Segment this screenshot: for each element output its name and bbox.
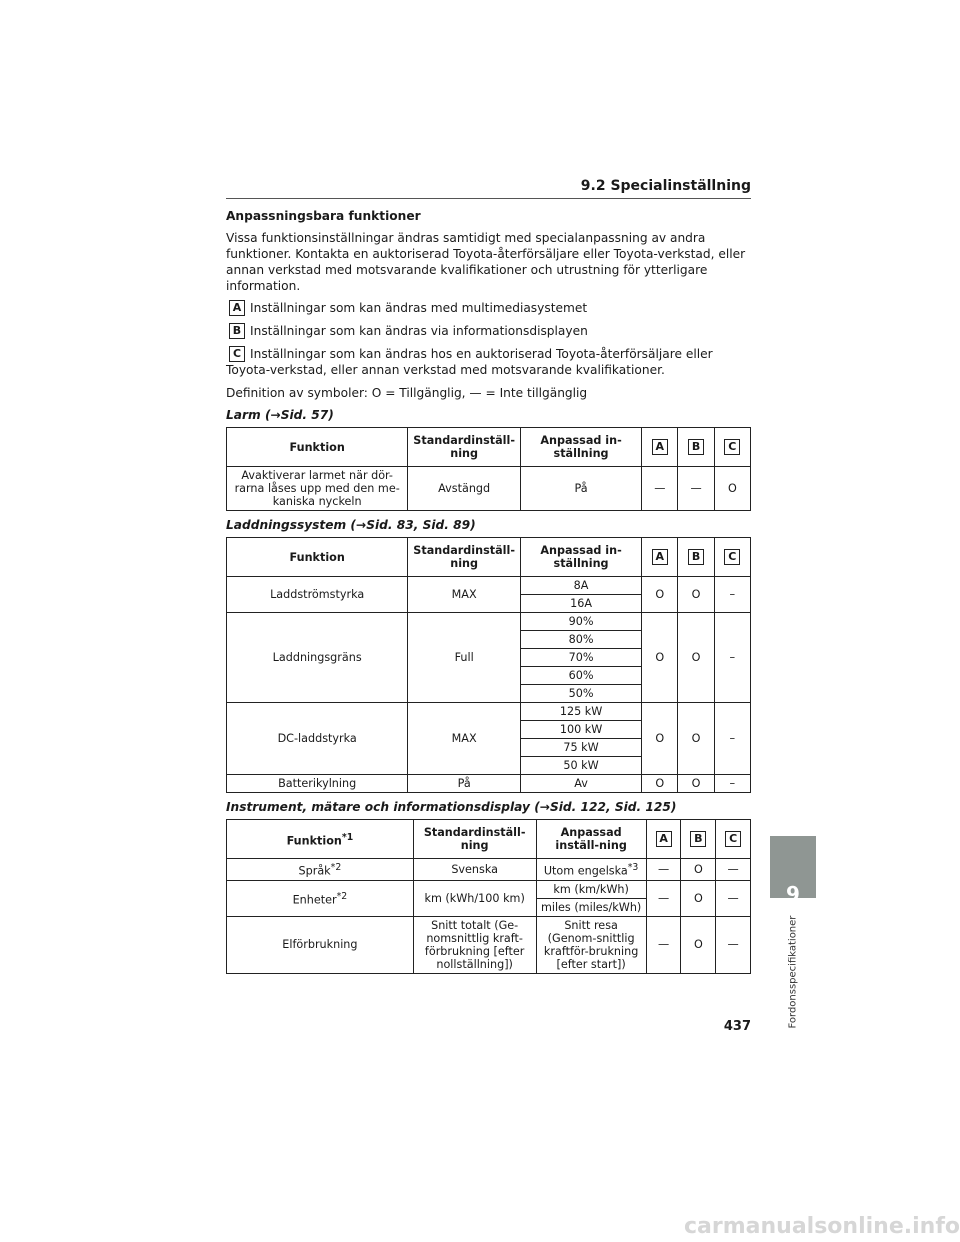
cell-a: — — [642, 467, 678, 511]
cell-a: O — [642, 703, 678, 775]
cell-b: O — [681, 859, 716, 881]
chapter-number: 9 — [786, 882, 800, 906]
cell-option: km (km/kWh) — [536, 880, 646, 898]
table-row — [227, 703, 751, 721]
cell-b: O — [681, 916, 716, 973]
box-c-icon: C — [229, 346, 245, 362]
chapter-label — [786, 915, 800, 1030]
legend-item-a — [226, 300, 751, 316]
cell-c: – — [714, 775, 750, 793]
cell-standard: MAX — [408, 703, 521, 775]
cell-c: — — [716, 880, 751, 916]
box-c-icon: C — [724, 549, 740, 565]
cell-funktion: DC-laddstyrka — [227, 703, 408, 775]
legend-text-a: Inställningar som kan ändras med multimediasystemet — [250, 301, 588, 315]
cell-option: 80% — [520, 631, 641, 649]
cell-anpassad: På — [520, 467, 641, 511]
cell-funktion: Laddströmstyrka — [227, 577, 408, 613]
cell-standard: Avstängd — [408, 467, 521, 511]
legend-text-b: Inställningar som kan ändras via informationsdisplayen — [250, 324, 588, 338]
legend-item-c — [226, 346, 751, 378]
legend-item-b — [226, 323, 751, 339]
cell-option: 75 kW — [520, 739, 641, 757]
larm-table — [226, 427, 751, 511]
footnote-marker: *2 — [336, 890, 348, 902]
box-c-icon: C — [725, 831, 741, 847]
cell-funktion: Batterikylning — [227, 775, 408, 793]
chapter-label-text: Fordonsspecifikationer — [787, 915, 799, 1029]
table-row — [227, 613, 751, 631]
cell-a: — — [646, 859, 681, 881]
cell-funktion-label: Enheter — [292, 893, 337, 907]
col-b — [678, 538, 714, 577]
instrument-table-title: Instrument, mätare och informationsdisplay (→Sid. 122, Sid. 125) — [226, 800, 677, 814]
cell-funktion: Avaktiverar larmet när dör-rarna låses upp med den me-kaniska nyckeln — [227, 467, 408, 511]
cell-anpassad-label: Utom engelska — [543, 864, 628, 878]
cell-anpassad: Snitt resa (Genom-snittlig kraftför-brukning [efter start]) — [536, 916, 646, 973]
table-row — [227, 880, 751, 898]
larm-table-title: Larm (→Sid. 57) — [226, 408, 334, 422]
table-row — [227, 916, 751, 973]
footnote-marker: *2 — [330, 862, 342, 873]
cell-c: — — [716, 916, 751, 973]
cell-option: 50 kW — [520, 757, 641, 775]
col-b — [678, 428, 714, 467]
intro-paragraph: Vissa funktionsinställningar ändras samtidigt med specialanpassning av andra funktioner. Kontakta en auktoriserad Toyota-återförsäljare eller Toyota-verkstad, eller annan verkstad med motsvarande kvalifikationer och utrustning för ytterligare information. — [226, 231, 746, 293]
cell-funktion — [227, 859, 414, 881]
col-c — [714, 428, 750, 467]
cell-anpassad: Av — [520, 775, 641, 793]
col-anpassad: Anpassad in-ställning — [520, 538, 641, 577]
col-anpassad: Anpassad in-ställning — [520, 428, 641, 467]
cell-funktion: Elförbrukning — [227, 916, 414, 973]
col-c — [716, 820, 751, 859]
box-b-icon: B — [688, 549, 704, 565]
col-funktion: Funktion — [227, 428, 408, 467]
instrument-table — [226, 819, 751, 974]
cell-standard: Svenska — [413, 859, 536, 881]
cell-b: O — [678, 703, 714, 775]
cell-c: – — [714, 703, 750, 775]
table-row — [227, 859, 751, 881]
page-header-title: 9.2 Specialinställning — [580, 178, 751, 194]
box-a-icon: A — [652, 549, 668, 565]
cell-funktion-label: Språk — [298, 864, 331, 878]
box-c-icon: C — [724, 439, 740, 455]
symbol-definition: Definition av symboler: O = Tillgänglig, — = Inte tillgänglig — [226, 386, 588, 400]
cell-standard: MAX — [408, 577, 521, 613]
cell-option: 50% — [520, 685, 641, 703]
cell-a: — — [646, 916, 681, 973]
table-header-row — [227, 428, 751, 467]
legend-text-c: Inställningar som kan ändras hos en auktoriserad Toyota-återförsäljare eller Toyota-verkstad, eller annan verkstad med motsvarande kvalifikationer. — [226, 347, 713, 377]
cell-c: O — [714, 467, 750, 511]
cell-a: O — [642, 613, 678, 703]
cell-option: 100 kW — [520, 721, 641, 739]
cell-b: O — [681, 880, 716, 916]
cell-b: — — [678, 467, 714, 511]
cell-option: 70% — [520, 649, 641, 667]
cell-standard: Full — [408, 613, 521, 703]
col-a — [642, 428, 678, 467]
box-a-icon: A — [229, 300, 245, 316]
col-a — [642, 538, 678, 577]
col-funktion-label: Funktion — [286, 834, 342, 848]
laddning-table-title: Laddningssystem (→Sid. 83, Sid. 89) — [226, 518, 476, 532]
cell-option: 16A — [520, 595, 641, 613]
cell-funktion: Laddningsgräns — [227, 613, 408, 703]
cell-b: O — [678, 577, 714, 613]
col-standard: Standardinställ-ning — [408, 428, 521, 467]
col-anpassad: Anpassad inställ-ning — [536, 820, 646, 859]
table-header-row — [227, 538, 751, 577]
box-a-icon: A — [656, 831, 672, 847]
cell-option: 8A — [520, 577, 641, 595]
footnote-marker: *1 — [341, 831, 354, 843]
col-b — [681, 820, 716, 859]
col-funktion: Funktion — [227, 538, 408, 577]
col-standard: Standardinställ-ning — [408, 538, 521, 577]
footnote-marker: *3 — [627, 862, 639, 873]
box-b-icon: B — [229, 323, 245, 339]
cell-option: miles (miles/kWh) — [536, 898, 646, 916]
table-header-row — [227, 820, 751, 859]
cell-c: – — [714, 613, 750, 703]
cell-standard: På — [408, 775, 521, 793]
cell-a: O — [642, 577, 678, 613]
col-a — [646, 820, 681, 859]
section-heading: Anpassningsbara funktioner — [226, 209, 421, 223]
col-c — [714, 538, 750, 577]
cell-b: O — [678, 613, 714, 703]
watermark: carmanualsonline.info — [684, 1214, 960, 1239]
box-b-icon: B — [688, 439, 704, 455]
cell-a: — — [646, 880, 681, 916]
header-rule — [226, 198, 751, 199]
page-number: 437 — [723, 1019, 751, 1034]
laddning-table — [226, 537, 751, 793]
cell-standard: Snitt totalt (Ge-nomsnittlig kraft-förbrukning [efter nollställning]) — [413, 916, 536, 973]
cell-c: – — [714, 577, 750, 613]
box-b-icon: B — [690, 831, 706, 847]
cell-option: 60% — [520, 667, 641, 685]
cell-standard: km (kWh/100 km) — [413, 880, 536, 916]
page-content — [226, 208, 751, 980]
cell-a: O — [642, 775, 678, 793]
cell-b: O — [678, 775, 714, 793]
col-funktion — [227, 820, 414, 859]
box-a-icon: A — [652, 439, 668, 455]
table-row — [227, 467, 751, 511]
cell-anpassad — [536, 859, 646, 881]
table-row — [227, 775, 751, 793]
table-row — [227, 577, 751, 595]
cell-option: 125 kW — [520, 703, 641, 721]
cell-funktion — [227, 880, 414, 916]
cell-c: — — [716, 859, 751, 881]
cell-option: 90% — [520, 613, 641, 631]
col-standard: Standardinställ-ning — [413, 820, 536, 859]
